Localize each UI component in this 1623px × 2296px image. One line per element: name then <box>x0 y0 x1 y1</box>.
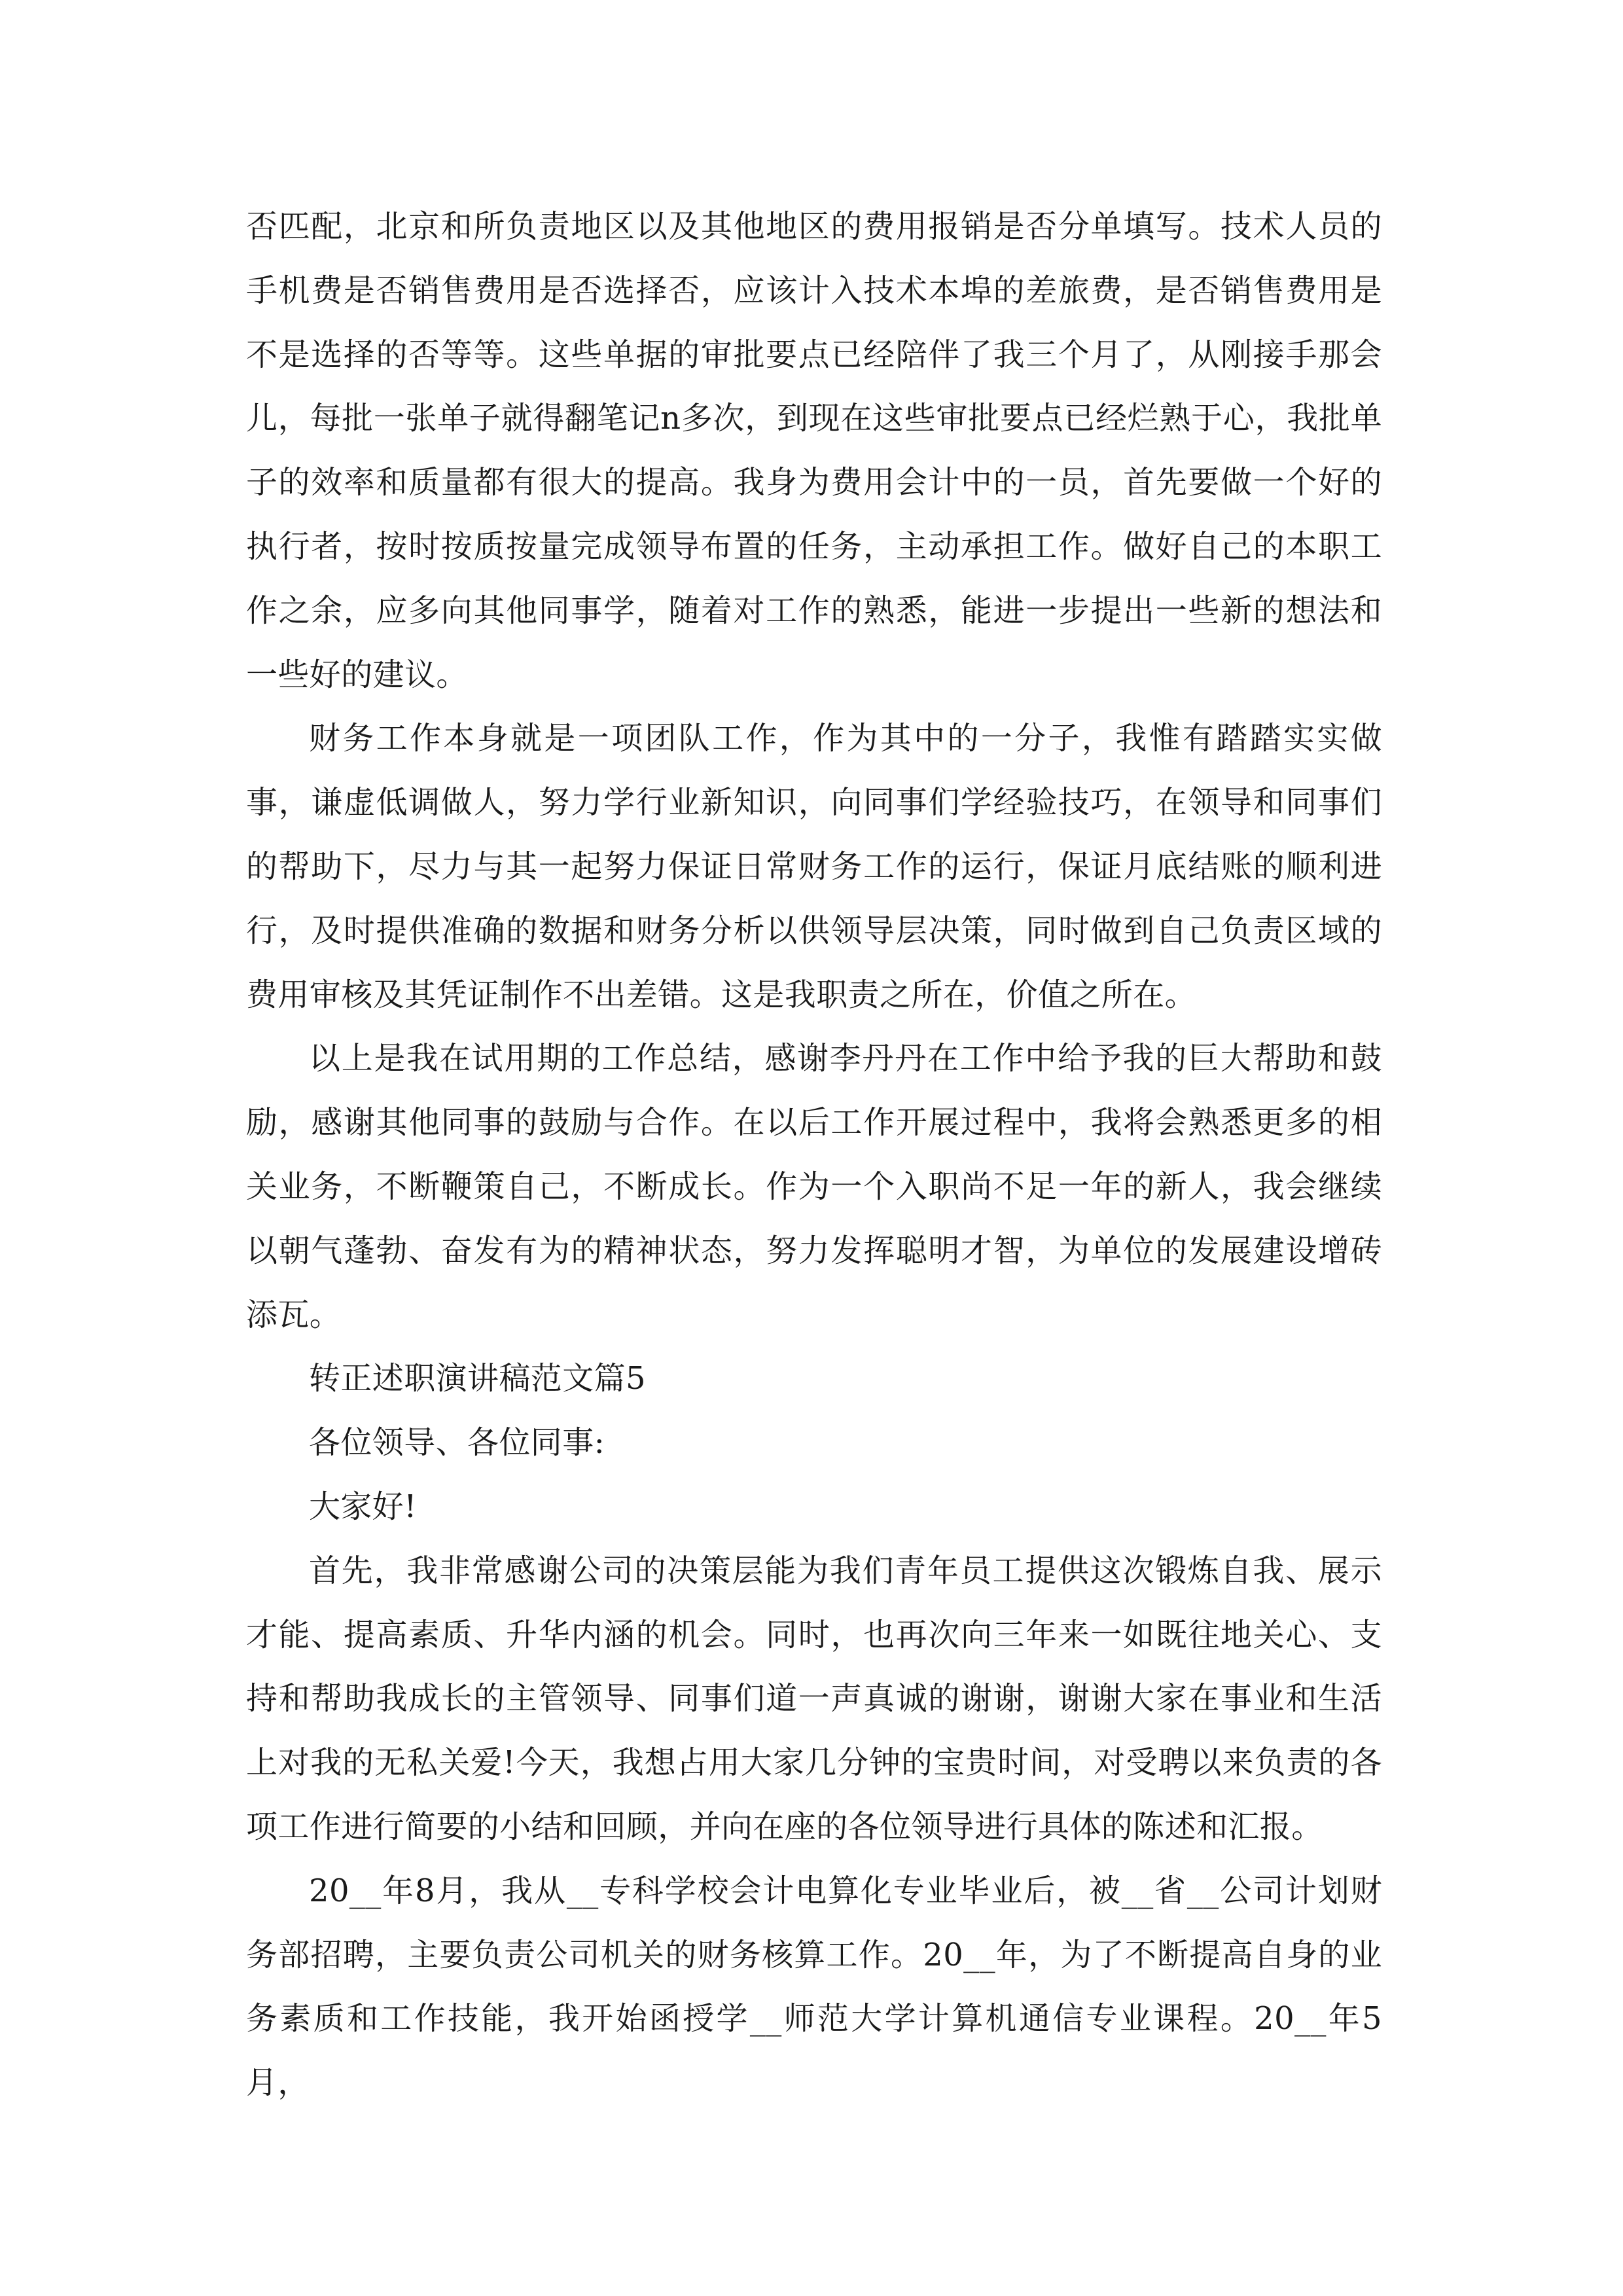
paragraph-opening-thanks: 首先，我非常感谢公司的决策层能为我们青年员工提供这次锻炼自我、展示才能、提高素质、升华内涵的机会。同时，也再次向三年来一如既往地关心、支持和帮助我成长的主管领导、同事们道一声真诚的谢谢，谢谢大家在事业和生活上对我的无私关爱!今天，我想占用大家几分钟的宝贵时间，对受聘以来负责的各项工作进行简要的小结和回顾，并向在座的各位领导进行具体的陈述和汇报。 <box>246 1552 1382 1845</box>
greeting: 大家好! <box>309 1488 417 1525</box>
paragraph-summary-thanks: 以上是我在试用期的工作总结，感谢李丹丹在工作中给予我的巨大帮助和鼓励，感谢其他同事的鼓励与合作。在以后工作开展过程中，我将会熟悉更多的相关业务，不断鞭策自己，不断成长。作为一个入职尚不足一年的新人，我会继续以朝气蓬勃、奋发有为的精神状态，努力发挥聪明才智，为单位的发展建设增砖添瓦。 <box>246 1040 1382 1333</box>
paragraph-expense-review: 否匹配，北京和所负责地区以及其他地区的费用报销是否分单填写。技术人员的手机费是否销售费用是否选择否，应该计入技术本埠的差旅费，是否销售费用是不是选择的否等等。这些单据的审批要点已经陪伴了我三个月了，从刚接手那会儿，每批一张单子就得翻笔记n多次，到现在这些审批要点已经烂熟于心，我批单子的效率和质量都有很大的提高。我身为费用会计中的一员，首先要做一个好的执行者，按时按质按量完成领导布置的任务，主动承担工作。做好自己的本职工作之余，应多向其他同事学，随着对工作的熟悉，能进一步提出一些新的想法和一些好的建议。 <box>246 208 1382 693</box>
salutation: 各位领导、各位同事: <box>309 1424 605 1462</box>
section-title: 转正述职演讲稿范文篇5 <box>309 1360 646 1397</box>
paragraph-teamwork: 财务工作本身就是一项团队工作，作为其中的一分子，我惟有踏踏实实做事，谦虚低调做人，努力学行业新知识，向同事们学经验技巧，在领导和同事们的帮助下，尽力与其一起努力保证日常财务工作的运行，保证月底结账的顺利进行，及时提供准确的数据和财务分析以供领导层决策，同时做到自己负责区域的费用审核及其凭证制作不出差错。这是我职责之所在，价值之所在。 <box>246 720 1382 1013</box>
paragraph-career-history: 20__年8月，我从__专科学校会计电算化专业毕业后，被__省__公司计划财务部招聘，主要负责公司机关的财务核算工作。20__年，为了不断提高自身的业务素质和工作技能，我开始函授学__师范大学计算机通信专业课程。20__年5月， <box>246 1872 1382 2102</box>
document-body <box>246 195 1382 2115</box>
